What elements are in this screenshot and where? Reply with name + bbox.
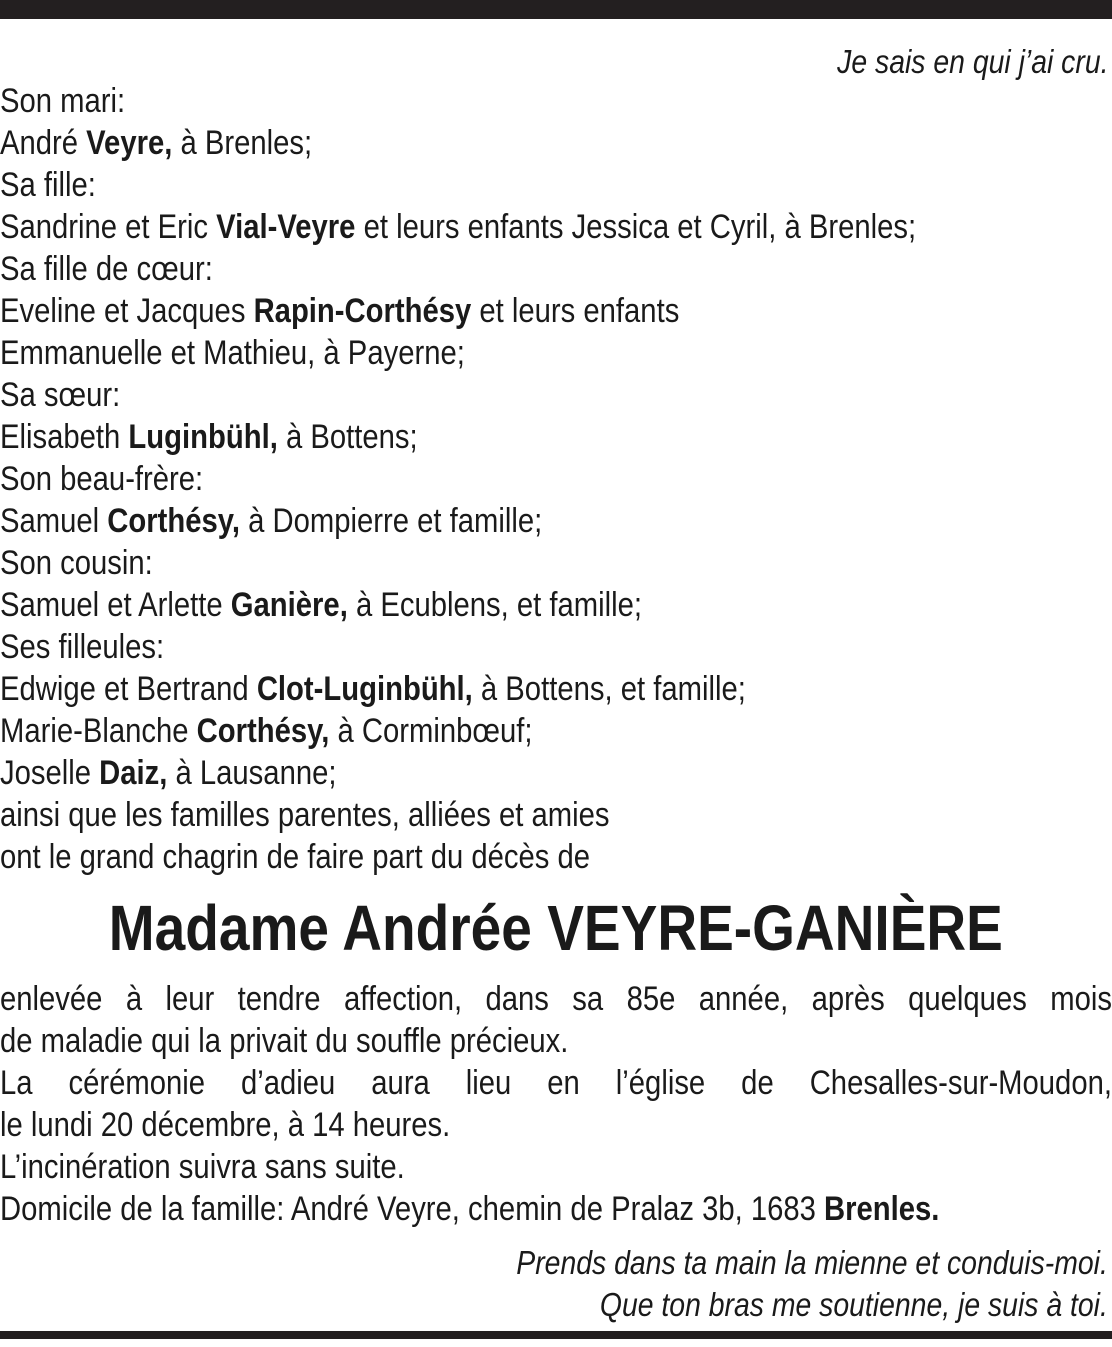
husband-first-name: André: [0, 124, 87, 162]
brother-in-law-entry: [0, 500, 1032, 542]
label-cousin: Son cousin:: [0, 544, 153, 582]
bottom-border-rule: [0, 1331, 1112, 1339]
sister-surname: Luginbühl,: [128, 418, 278, 456]
goddaughter-location: à Bottens, et famille;: [472, 670, 746, 708]
domicile-address: Domicile de la famille: André Veyre, chemin de Pralaz 3b, 1683: [0, 1190, 825, 1228]
ceremony-line: La cérémonie d’adieu aura lieu en l’église de Chesalles-sur-Moudon,: [0, 1064, 1112, 1102]
goddaughter-names: Joselle: [0, 754, 100, 792]
label-sister: Sa sœur:: [0, 376, 121, 414]
husband-entry: [0, 122, 1032, 164]
top-border-rule: [0, 0, 1112, 19]
heart-daughter-names: Eveline et Jacques: [0, 292, 254, 330]
sister-location: à Bottens;: [277, 418, 418, 456]
brother-in-law-surname: Corthésy,: [107, 502, 240, 540]
sister-first-name: Elisabeth: [0, 418, 129, 456]
daughter-entry: [0, 206, 1032, 248]
husband-surname: Veyre,: [86, 124, 173, 162]
goddaughter-surname: Daiz,: [99, 754, 168, 792]
heart-daughter-children: Emmanuelle et Mathieu, à Payerne;: [0, 334, 465, 372]
closing-verse: [516, 1242, 1108, 1326]
label-heart-daughter: Sa fille de cœur:: [0, 250, 213, 288]
details-line: de maladie qui la privait du souffle précieux.: [0, 1022, 569, 1060]
heart-daughter-surname: Rapin-Corthésy: [253, 292, 472, 330]
label-husband: Son mari:: [0, 82, 126, 120]
goddaughter-surname: Corthésy,: [196, 712, 330, 750]
goddaughter-location: à Lausanne;: [167, 754, 337, 792]
goddaughter-entry: [0, 668, 1032, 710]
cremation-line: L’incinération suivra sans suite.: [0, 1148, 405, 1186]
announcement-line: ont le grand chagrin de faire part du décès de: [0, 838, 591, 876]
details-line: enlevée à leur tendre affection, dans sa 85e année, après quelques mois: [0, 980, 1112, 1018]
funeral-details: [0, 978, 1112, 1230]
verse-line: Prends dans ta main la mienne et conduis-moi.: [516, 1244, 1108, 1281]
sister-entry: [0, 416, 1032, 458]
label-goddaughters: Ses filleules:: [0, 628, 165, 666]
heart-daughter-details: et leurs enfants: [471, 292, 680, 330]
goddaughter-entry: [0, 752, 1032, 794]
daughter-names: Sandrine et Eric: [0, 208, 217, 246]
brother-in-law-location: à Dompierre et famille;: [239, 502, 543, 540]
epigraph: Je sais en qui j’ai cru.: [836, 43, 1108, 80]
daughter-surname: Vial-Veyre: [216, 208, 356, 246]
heart-daughter-entry: [0, 290, 1032, 332]
cousin-location: à Ecublens, et famille;: [347, 586, 643, 624]
families-line: ainsi que les familles parentes, alliées et amies: [0, 796, 610, 834]
daughter-details: et leurs enfants Jessica et Cyril, à Brenles;: [355, 208, 917, 246]
cousin-surname: Ganière,: [230, 586, 348, 624]
brother-in-law-first-name: Samuel: [0, 502, 108, 540]
deceased-name-heading: [0, 888, 1112, 968]
goddaughter-names: Marie-Blanche: [0, 712, 197, 750]
deceased-name: Madame Andrée VEYRE-GANIÈRE: [108, 892, 1004, 964]
cousin-entry: [0, 584, 1032, 626]
ceremony-date: le lundi 20 décembre, à 14 heures.: [0, 1106, 451, 1144]
verse-line: Que ton bras me soutienne, je suis à toi.: [600, 1286, 1108, 1323]
family-list: [0, 80, 1032, 878]
domicile-line: [0, 1188, 1112, 1230]
label-daughter: Sa fille:: [0, 166, 96, 204]
cousin-names: Samuel et Arlette: [0, 586, 231, 624]
goddaughter-location: à Corminbœuf;: [329, 712, 533, 750]
goddaughter-entry: [0, 710, 1032, 752]
goddaughter-surname: Clot-Luginbühl,: [256, 670, 473, 708]
goddaughter-names: Edwige et Bertrand: [0, 670, 257, 708]
label-brother-in-law: Son beau-frère:: [0, 460, 204, 498]
husband-location: à Brenles;: [172, 124, 313, 162]
domicile-town: Brenles.: [824, 1190, 940, 1228]
